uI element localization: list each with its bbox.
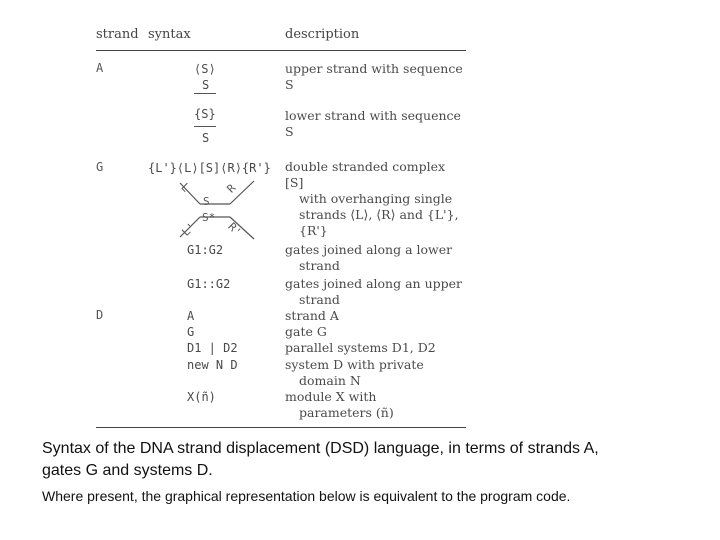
strand-label-d: D xyxy=(96,308,104,322)
syntax-module: X(ñ) xyxy=(187,390,216,404)
strand-label-a: A xyxy=(96,61,104,75)
gate-label-s: S xyxy=(203,195,210,208)
caption-title: Syntax of the DNA strand displacement (DSD) language, in terms of strands A, gates G and systems D. xyxy=(42,440,599,479)
graphic-lower-strand-label: S xyxy=(202,131,210,145)
desc-system-gate: gate G xyxy=(285,324,327,339)
gate-label-r-prime: R' xyxy=(225,220,244,239)
gate-label-l-prime: L' xyxy=(179,220,198,239)
graphic-lower-strand-line xyxy=(194,126,216,127)
syntax-system-strand: A xyxy=(187,309,195,323)
gate-label-s-star: S* xyxy=(202,211,216,224)
header-rule xyxy=(96,50,466,51)
gate-label-l: L xyxy=(178,180,193,195)
syntax-parallel: D1 | D2 xyxy=(187,341,238,355)
syntax-new-domain: new N D xyxy=(187,358,238,372)
syntax-upper-strand: ⟨S⟩ xyxy=(194,62,216,76)
caption-note: Where present, the graphical representation below is equivalent to the program code. xyxy=(42,488,571,504)
syntax-upper-join: G1::G2 xyxy=(187,277,231,291)
desc-gate: double stranded complex [S] with overhanging single strands ⟨L⟩, ⟨R⟩ and {L'}, {R'} xyxy=(285,159,459,238)
gate-label-r: R xyxy=(224,181,239,196)
desc-upper-strand: upper strand with sequence S xyxy=(285,61,463,92)
desc-lower-join: gates joined along a lower strand xyxy=(285,242,453,273)
header-strand: strand xyxy=(96,27,139,42)
desc-lower-strand: lower strand with sequence S xyxy=(285,108,461,139)
header-description: description xyxy=(285,27,360,42)
syntax-system-gate: G xyxy=(187,325,195,339)
graphic-upper-strand-line xyxy=(194,93,216,94)
header-syntax: syntax xyxy=(148,27,191,42)
syntax-gate: {L'}⟨L⟩[S]⟨R⟩{R'} xyxy=(148,161,271,175)
desc-system-strand: strand A xyxy=(285,308,339,323)
desc-upper-join: gates joined along an upper strand xyxy=(285,276,462,307)
syntax-lower-join: G1:G2 xyxy=(187,243,224,257)
syntax-lower-strand: {S} xyxy=(194,107,216,121)
desc-new-domain: system D with private domain N xyxy=(285,357,424,388)
graphic-upper-strand-label: S xyxy=(202,78,210,92)
strand-label-g: G xyxy=(96,160,104,174)
desc-module: module X with parameters (ñ) xyxy=(285,389,394,420)
desc-parallel: parallel systems D1, D2 xyxy=(285,340,436,355)
footer-rule xyxy=(96,427,466,428)
